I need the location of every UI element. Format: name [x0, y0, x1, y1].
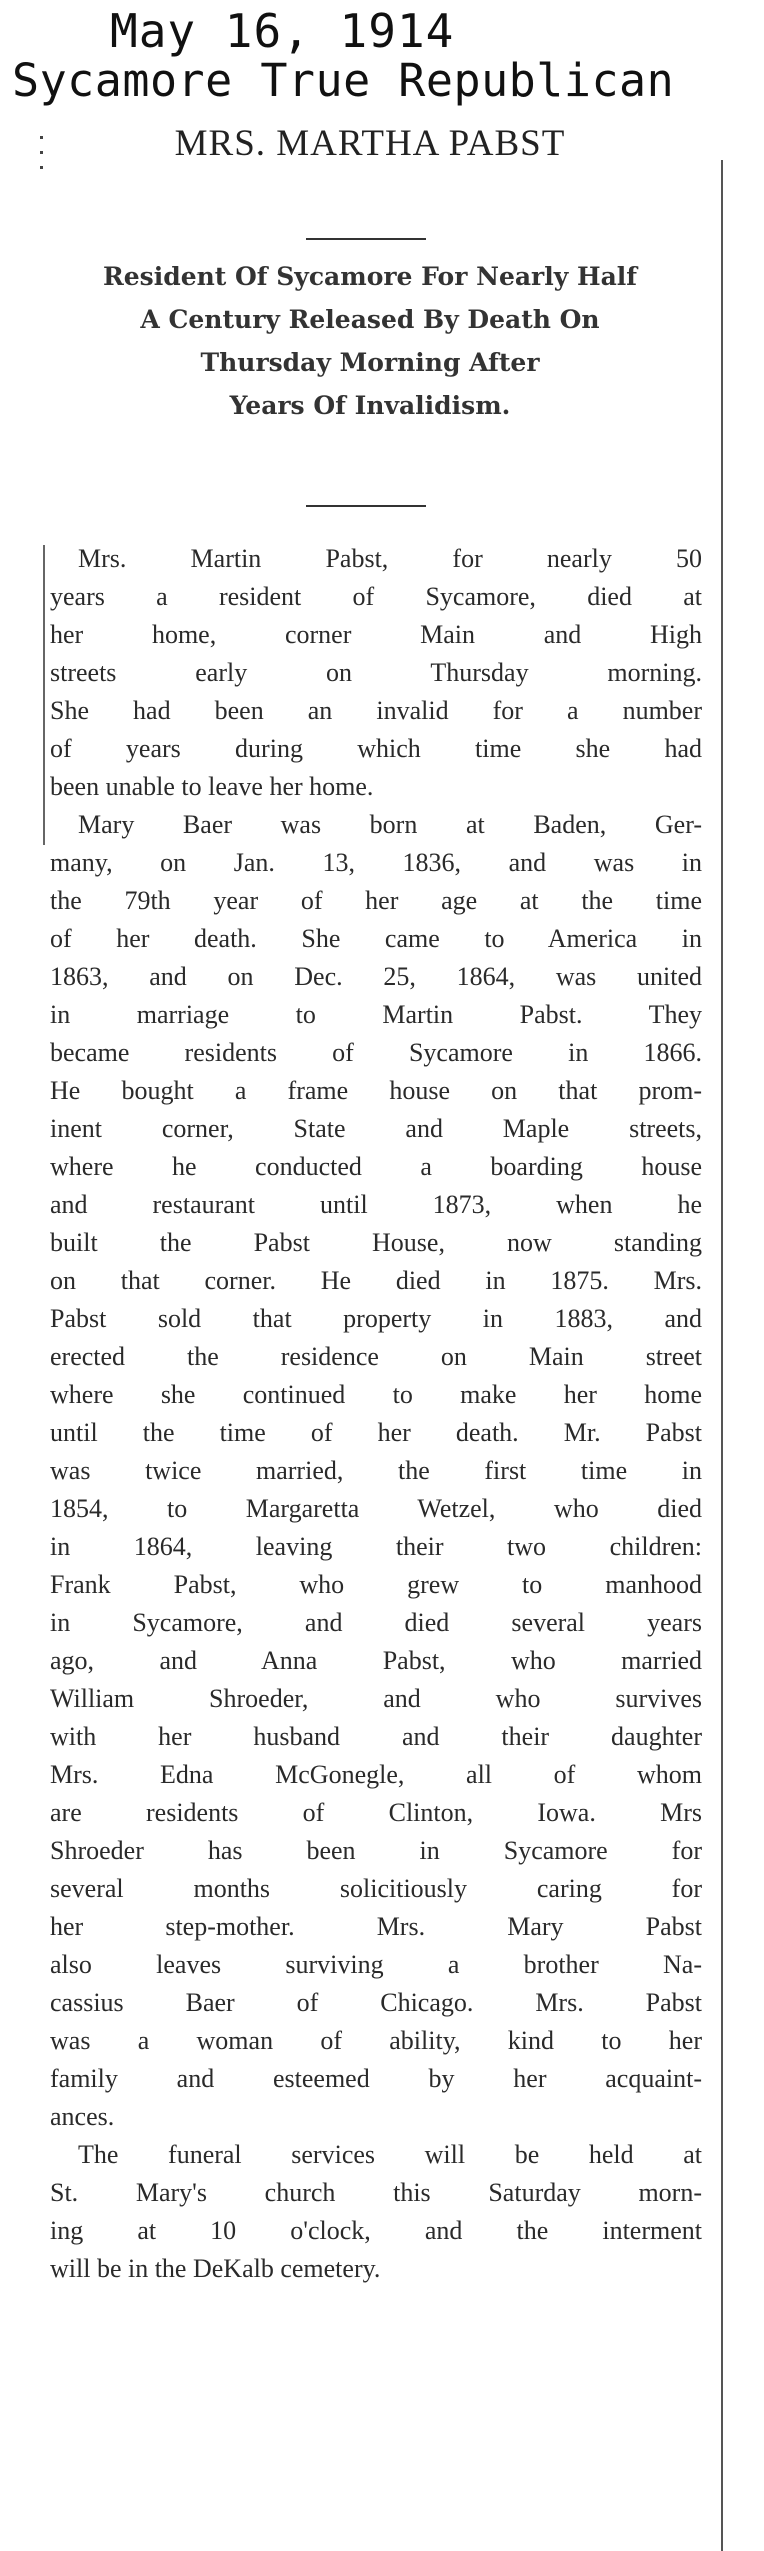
subhead-line: Thursday Morning After [200, 348, 540, 377]
left-bar [43, 545, 45, 845]
text-line: erected the residence on Main street [50, 1342, 702, 1371]
text-line: was twice married, the first time in [50, 1456, 702, 1485]
text-line: of years during which time she had [50, 734, 702, 763]
text-line: the 79th year of her age at the time [50, 886, 702, 915]
paragraph [50, 540, 702, 806]
paragraph [50, 2136, 702, 2288]
date-line: May 16, 1914 [110, 4, 455, 58]
article-headline: MRS. MARTHA PABST [174, 123, 566, 164]
text-line: in Sycamore, and died several years [50, 1608, 702, 1637]
text-line: where she continued to make her home [50, 1380, 702, 1409]
text-line: The funeral services will be held at [78, 2140, 702, 2169]
text-line: several months solicitiously caring for [50, 1874, 702, 1903]
text-line: Mrs. Martin Pabst, for nearly 50 [78, 544, 702, 573]
separator-bottom [306, 505, 426, 507]
text-line: Pabst sold that property in 1883, and [50, 1304, 702, 1333]
text-line: cassius Baer of Chicago. Mrs. Pabst [50, 1988, 702, 2017]
text-line: and restaurant until 1873, when he [50, 1190, 702, 1219]
text-line: are residents of Clinton, Iowa. Mrs [50, 1798, 702, 1827]
text-line: family and esteemed by her acquaint- [50, 2064, 702, 2093]
text-line: with her husband and their daughter [50, 1722, 702, 1751]
subhead-line: Resident Of Sycamore For Nearly Half [102, 262, 638, 291]
text-line: inent corner, State and Maple streets, [50, 1114, 702, 1143]
text-line: was a woman of ability, kind to her [50, 2026, 702, 2055]
text-line: in 1864, leaving their two children: [50, 1532, 702, 1561]
text-line: years a resident of Sycamore, died at [50, 582, 702, 611]
text-line: ing at 10 o'clock, and the interment [50, 2216, 702, 2245]
text-line: Mrs. Edna McGonegle, all of whom [50, 1760, 702, 1789]
text-line: in marriage to Martin Pabst. They [50, 1000, 702, 1029]
text-line: ago, and Anna Pabst, who married [50, 1646, 702, 1675]
text-line: Frank Pabst, who grew to manhood [50, 1570, 702, 1599]
separator-top [306, 238, 426, 240]
text-line: until the time of her death. Mr. Pabst [50, 1418, 702, 1447]
text-line: became residents of Sycamore in 1866. [50, 1038, 702, 1067]
text-line: Shroeder has been in Sycamore for [50, 1836, 702, 1865]
text-line: also leaves surviving a brother Na- [50, 1950, 702, 1979]
text-line: where he conducted a boarding house [50, 1152, 702, 1181]
paragraph [50, 806, 702, 2136]
subhead-line: A Century Released By Death On [140, 305, 600, 334]
text-line: many, on Jan. 13, 1836, and was in [50, 848, 702, 877]
text-line: Mary Baer was born at Baden, Ger- [78, 810, 702, 839]
column-rule [721, 160, 723, 2551]
subhead-line: Years Of Invalidism. [229, 391, 511, 420]
article-subhead [40, 255, 700, 427]
text-line: of her death. She came to America in [50, 924, 702, 953]
text-line: St. Mary's church this Saturday morn- [50, 2178, 702, 2207]
text-line: been unable to leave her home. [50, 772, 374, 801]
article-body [50, 540, 702, 2288]
text-line: her home, corner Main and High [50, 620, 702, 649]
text-line: She had been an invalid for a number [50, 696, 702, 725]
text-line: built the Pabst House, now standing [50, 1228, 702, 1257]
text-line: 1863, and on Dec. 25, 1864, was united [50, 962, 702, 991]
text-line: ances. [50, 2102, 115, 2131]
text-line: will be in the DeKalb cemetery. [50, 2254, 381, 2283]
text-line: streets early on Thursday morning. [50, 658, 702, 687]
text-line: William Shroeder, and who survives [50, 1684, 702, 1713]
text-line: on that corner. He died in 1875. Mrs. [50, 1266, 702, 1295]
text-line: 1854, to Margaretta Wetzel, who died [50, 1494, 702, 1523]
text-line: her step-mother. Mrs. Mary Pabst [50, 1912, 702, 1941]
newspaper-name: Sycamore True Republican [12, 54, 675, 107]
text-line: He bought a frame house on that prom- [50, 1076, 702, 1105]
